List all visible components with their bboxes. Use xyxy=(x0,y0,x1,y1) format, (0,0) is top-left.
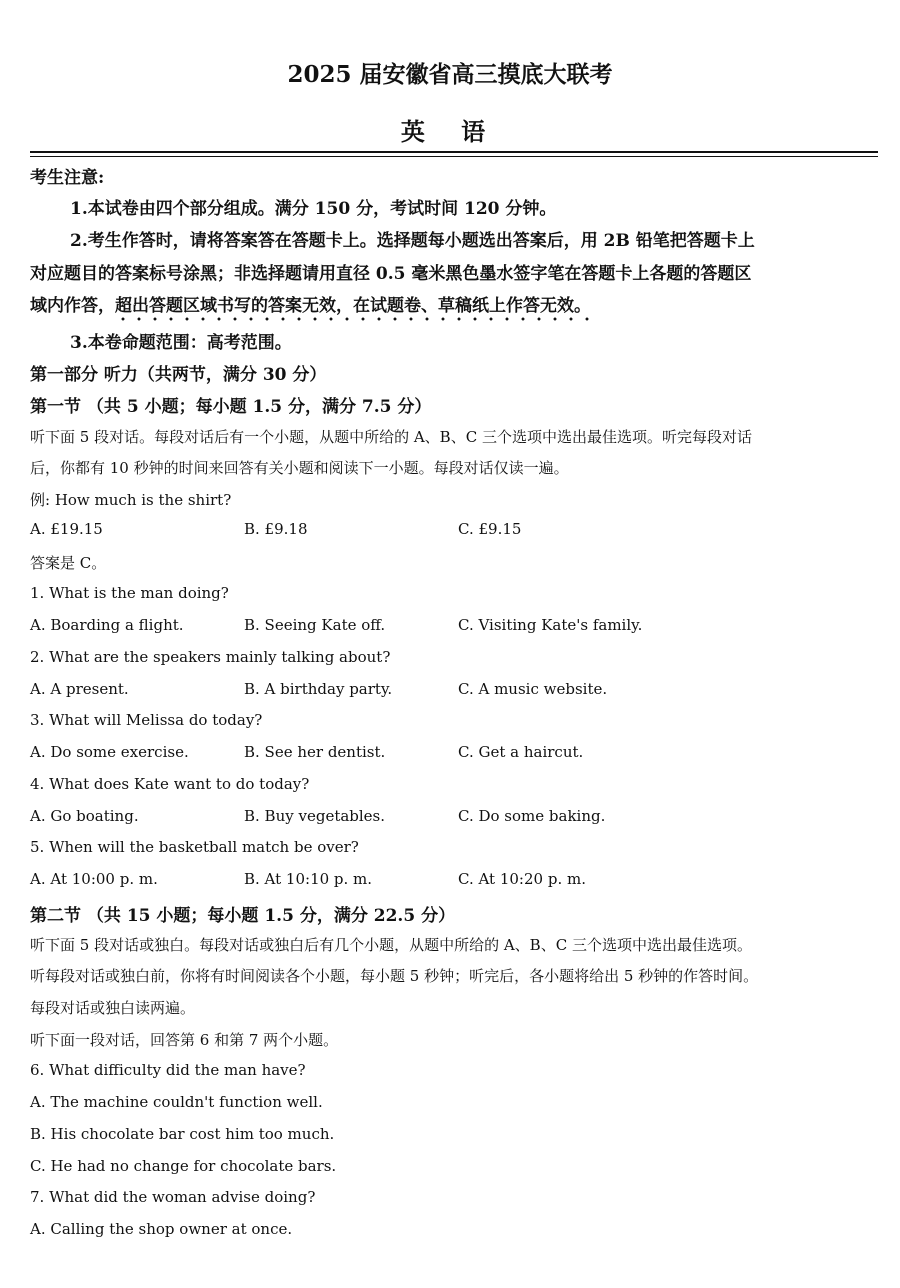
example-option-b: B. £9.18 xyxy=(244,520,308,538)
example-answer: 答案是 C。 xyxy=(30,554,107,572)
header-divider-thin xyxy=(30,156,878,157)
q6-option-a: A. The machine couldn't function well. xyxy=(30,1093,323,1111)
q4-option-a: A. Go boating. xyxy=(30,807,139,825)
q3-option-b: B. See her dentist. xyxy=(244,743,386,761)
section1-instruction-line-1: 听下面 5 段对话。每段对话后有一个小题，从题中所给的 A、B、C 三个选项中选出最佳选项。听完每段对话 xyxy=(30,428,752,446)
header-divider-thick xyxy=(30,151,878,153)
subject-title: 英 语 xyxy=(400,117,500,146)
q4-option-b: B. Buy vegetables. xyxy=(244,807,386,825)
section2-instruction-line-2: 听每段对话或独白前，你将有时间阅读各个小题，每小题 5 秒钟；听完后，各小题将给出 5 秒钟的作答时间。 xyxy=(30,967,759,985)
q5-option-b: B. At 10:10 p. m. xyxy=(244,870,373,888)
question-4: 4. What does Kate want to do today? xyxy=(30,775,310,793)
example-option-c: C. £9.15 xyxy=(458,520,522,538)
q4-option-c: C. Do some baking. xyxy=(458,807,606,825)
q7-option-a: A. Calling the shop owner at once. xyxy=(30,1220,293,1238)
exam-title: 2025 届安徽省高三摸底大联考 xyxy=(287,61,613,88)
example-question: 例: How much is the shirt? xyxy=(30,491,232,509)
question-3: 3. What will Melissa do today? xyxy=(30,711,263,729)
section2-instruction-line-1: 听下面 5 段对话或独白。每段对话或独白后有几个小题，从题中所给的 A、B、C 三个选项中选出最佳选项。 xyxy=(30,936,752,954)
q1-option-b: B. Seeing Kate off. xyxy=(244,616,386,634)
notice-item-2-line-1: 2.考生作答时，请将答案答在答题卡上。选择题每小题选出答案后，用 2B 铅笔把答题卡上 xyxy=(70,231,755,251)
q5-option-a: A. At 10:00 p. m. xyxy=(30,870,158,888)
part1-heading: 第一部分 听力（共两节，满分 30 分） xyxy=(30,365,327,385)
notice-heading: 考生注意: xyxy=(30,168,105,188)
section1-heading: 第一节 （共 5 小题；每小题 1.5 分，满分 7.5 分） xyxy=(30,397,432,417)
q1-option-a: A. Boarding a flight. xyxy=(30,616,184,634)
q2-option-a: A. A present. xyxy=(30,680,129,698)
section2-heading: 第二节 （共 15 小题；每小题 1.5 分，满分 22.5 分） xyxy=(30,906,456,926)
question-5: 5. When will the basketball match be over? xyxy=(30,838,359,856)
section1-instruction-line-2: 后，你都有 10 秒钟的时间来回答有关小题和阅读下一小题。每段对话仅读一遍。 xyxy=(30,459,569,477)
notice-item-1: 1.本试卷由四个部分组成。满分 150 分，考试时间 120 分钟。 xyxy=(70,199,557,219)
q6-option-c: C. He had no change for chocolate bars. xyxy=(30,1157,337,1175)
q2-option-b: B. A birthday party. xyxy=(244,680,393,698)
section2-instruction-line-3: 每段对话或独白读两遍。 xyxy=(30,999,196,1017)
q3-option-c: C. Get a haircut. xyxy=(458,743,584,761)
notice-item-2-line-2: 对应题目的答案标号涂黑；非选择题请用直径 0.5 毫米黑色墨水签字笔在答题卡上各题的答题区 xyxy=(30,264,752,284)
question-1: 1. What is the man doing? xyxy=(30,584,229,602)
question-7: 7. What did the woman advise doing? xyxy=(30,1188,316,1206)
q2-option-c: C. A music website. xyxy=(458,680,608,698)
q5-option-c: C. At 10:20 p. m. xyxy=(458,870,586,888)
q3-option-a: A. Do some exercise. xyxy=(30,743,189,761)
q1-option-c: C. Visiting Kate's family. xyxy=(458,616,643,634)
example-option-a: A. £19.15 xyxy=(30,520,103,538)
question-2: 2. What are the speakers mainly talking about? xyxy=(30,648,391,666)
question-6: 6. What difficulty did the man have? xyxy=(30,1061,306,1079)
notice-item-3: 3.本卷命题范围：高考范围。 xyxy=(70,333,292,353)
section2-sub-instruction: 听下面一段对话，回答第 6 和第 7 两个小题。 xyxy=(30,1031,339,1049)
emphasis-dotted-text: 超出答题区域书写的答案无效，在试题卷、草稿纸上作答无效。 xyxy=(115,296,591,322)
notice-item-2-text: 域内作答， xyxy=(30,296,115,316)
q6-option-b: B. His chocolate bar cost him too much. xyxy=(30,1125,335,1143)
notice-item-2-line-3 xyxy=(30,291,591,316)
